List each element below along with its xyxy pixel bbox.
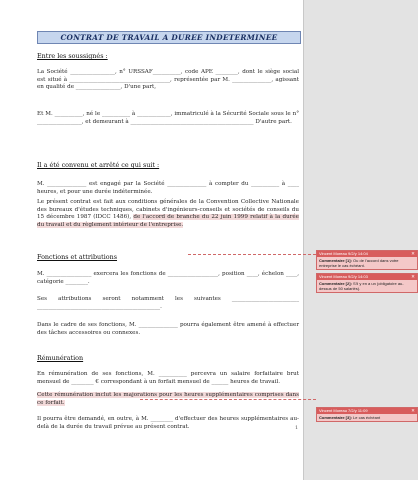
paragraph-employee: Et M. __________, né le __________ à ____________, immatriculé à la Sécurité Sociale sous le n° ________________, et demeurant à ____________________________________________ D'autre part.	[37, 111, 299, 125]
close-icon[interactable]: ✕	[411, 251, 415, 256]
paragraph-additional-overtime: Il pourra être demandé, en outre, à M. ________ d'effectuer des heures supplémentaires au-delà de la durée du travail prévue au présent contrat.	[37, 416, 299, 430]
comment-card-2[interactable]	[316, 273, 418, 293]
comment-card-3[interactable]	[316, 407, 418, 422]
page-number: 1	[295, 425, 299, 431]
convention-text: Le présent contrat est fait aux conditions générales de la Convention Collective Nationale des bureaux d'études techniques, cabinets d'ingénieurs-conseils et sociétés de conseils du 15 décembre 1987 (IDCC 1486),	[37, 199, 299, 221]
comment-header: Vincent Moreau 9/2/y 14:03 ✕	[319, 274, 415, 279]
highlighted-branch-agreement[interactable]: de l'accord de branche du 22 juin 1999 relatif à la durée du travail et du règlement intérieur de l'entreprise.	[37, 214, 299, 228]
comment-label: Commentaire [3]:	[319, 415, 352, 420]
heading-functions: Fonctions et attributions	[37, 253, 118, 261]
paragraph-ancillary-tasks: Dans le cadre de ses fonctions, M. ______________ pourra également être amené à effectuer des tâches accessoires ou connexes.	[37, 322, 299, 336]
comment-anchor-line-3	[140, 399, 316, 400]
document-title: CONTRAT DE TRAVAIL A DUREE INDETERMINEE	[37, 31, 301, 44]
paragraph-engagement: M. ______________ est engagé par la Société ______________ à compter du __________ à ____ heures, et pour une durée indéterminée.	[37, 181, 299, 195]
paragraph-duties: Ses attributions seront notamment les suivantes ________________________ ____________________________________________.	[37, 296, 299, 310]
comment-anchor-line-1	[188, 254, 316, 255]
comment-text: Le cas échéant	[353, 415, 381, 420]
paragraph-functions: M. ________________ exercera les fonctions de __________________, position ____, échelon ____, catégorie ________.	[37, 271, 299, 285]
close-icon[interactable]: ✕	[411, 274, 415, 279]
comment-header: Vincent Moreau 7/2/y 11:09 ✕	[319, 408, 415, 413]
heading-parties: Entre les soussignés :	[37, 52, 108, 60]
comment-card-1[interactable]	[316, 250, 418, 270]
comment-label: Commentaire [1]:	[319, 258, 352, 263]
paragraph-salary: En rémunération de ses fonctions, M. __________ percevra un salaire forfaitaire brut mensuel de ________ € correspondant à un forfait mensuel de ______ heures de travail.	[37, 371, 299, 385]
comment-text: Ou de l'accord dans votre entreprise le cas échéant.	[319, 258, 399, 269]
comment-label: Commentaire [2]:	[319, 281, 352, 286]
heading-agreement: Il a été convenu et arrêté ce qui suit :	[37, 161, 160, 169]
comment-text: S'il y en a un (obligatoire au-dessus de 50 salariés).	[319, 281, 404, 292]
comment-header: Vincent Moreau 9/2/y 14:04 ✕	[319, 251, 415, 256]
paragraph-convention	[37, 199, 299, 229]
close-icon[interactable]: ✕	[411, 408, 415, 413]
paragraph-company: La Société ________________, n° URSSAF__________, code APE ________, dont le siège social est situé à ____________________________________, représentée par M. ______________, agissant en qualité de ________________, D'une part,	[37, 69, 299, 91]
heading-remuneration: Rémunération	[37, 354, 84, 362]
highlighted-overtime-clause[interactable]: Cette rémunération inclut les majorations pour les heures supplémentaires comprises dans ce forfait.	[37, 392, 299, 406]
